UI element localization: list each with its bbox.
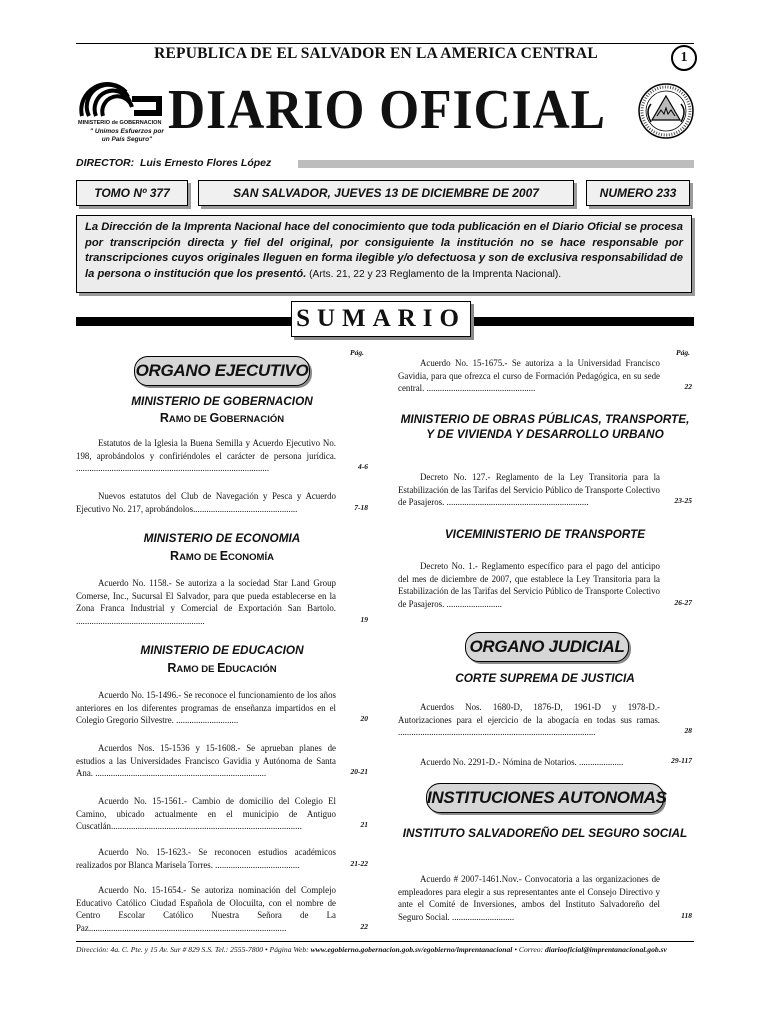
director-name: Luis Ernesto Flores López xyxy=(139,157,272,169)
organo-ejecutivo-heading: ORGANO EJECUTIVO xyxy=(134,356,310,386)
footer-dir-label: Dirección: xyxy=(76,945,111,954)
sumario-entry xyxy=(398,755,692,769)
footer-rule xyxy=(76,941,694,942)
ramo-eco-cap: R xyxy=(170,549,180,563)
pag-label-right: Pág. xyxy=(676,348,690,357)
sumario-entry xyxy=(398,357,692,395)
ramo-edu-sc: AMO DE xyxy=(176,664,218,675)
entry-text: Acuerdo # 2007-1461.Nov.- Convocatoria a las organizaciones de empleadores para elegir a sus representantes ante el Consejo Directivo y ante el Comité de Inversiones, ambos del Instituto Salvadoreño del Seguro Social. ............................ xyxy=(398,874,660,923)
ramo-gob-cap: R xyxy=(159,411,169,425)
logo-slogan xyxy=(90,128,164,144)
sumario-entry xyxy=(398,560,692,611)
entry-page: 22 xyxy=(684,382,692,392)
ramo-educacion-heading xyxy=(76,661,368,675)
entry-text: Acuerdo No. 15-1675.- Se autoriza a la Universidad Francisco Gavidia, para que ofrezca el curso de Formación Pedagógica, en su sede central. ................................................. xyxy=(398,358,660,394)
entry-page: 28 xyxy=(684,726,692,736)
tomo-box: TOMO Nº 377 xyxy=(76,180,188,206)
diario-oficial-title: DIARIO OFICIAL xyxy=(168,79,606,141)
sumario-entry xyxy=(76,689,368,727)
notice-reference: (Arts. 21, 22 y 23 Reglamento de la Imprenta Nacional). xyxy=(306,268,562,280)
corte-suprema-heading: CORTE SUPREMA DE JUSTICIA xyxy=(455,671,635,685)
imprenta-notice xyxy=(76,215,692,293)
director-line xyxy=(76,157,271,169)
footer-web-link[interactable]: www.egobierno.gobernacion.gob.sv/egobierno/imprentanacional xyxy=(310,945,513,954)
entry-page: 4-6 xyxy=(358,462,368,472)
ramo-economia-heading xyxy=(76,549,368,563)
entry-text: Acuerdos Nos. 15-1536 y 15-1608.- Se aprueban planes de estudios a las Universidades Francisco Gavidia y Autónoma de Santa Ana. ............................................................................. xyxy=(76,743,336,779)
coat-of-arms-icon xyxy=(637,82,695,140)
director-label: DIRECTOR: xyxy=(76,157,135,169)
entry-text: Decreto No. 127.- Reglamento de la Ley Transitoria para la Estabilización de las Tarifas del Servicio Público de Transporte Colectivo de Pasajeros. ................................................................ xyxy=(398,472,660,508)
ministerio-logo-icon xyxy=(76,82,166,118)
footer-address: 4a. C. Pte. y 15 Av. Sur # 829 S.S. Tel.: 2555-7800 xyxy=(110,945,264,954)
sumario-entry xyxy=(76,742,368,780)
entry-page: 20-21 xyxy=(350,767,368,777)
entry-text: Acuerdos Nos. 1680-D, 1876-D, 1961-D y 1978-D.- Autorizaciones para el ejercicio de la abogacía en todas sus ramas. ......................................................................................... xyxy=(398,702,660,738)
ramo-eco-sc2: CONOMÍA xyxy=(228,552,274,563)
entry-text: Acuerdo No. 15-1623.- Se reconocen estudios académicos realizados por Blanca Marisela Torres. ...................................... xyxy=(76,847,336,870)
entry-text: Nuevos estatutos del Club de Navegación y Pesca y Acuerdo Ejecutivo No. 217, aprobándolos............................................... xyxy=(76,491,336,514)
ramo-edu-cap2: E xyxy=(217,661,226,675)
ramo-eco-sc: AMO DE xyxy=(179,552,220,563)
sumario-entry xyxy=(76,884,368,935)
entry-page: 19 xyxy=(360,615,368,625)
logo-slogan-line2: un País Seguro" xyxy=(101,136,153,143)
entry-text: Acuerdo No. 2291-D.- Nómina de Notarios. .................... xyxy=(420,757,624,767)
footer xyxy=(76,945,694,954)
entry-page: 21-22 xyxy=(350,858,368,868)
logo-ministerio-text: MINISTERIO de GOBERNACION xyxy=(78,120,162,126)
ramo-gobernacion-heading xyxy=(76,411,368,425)
sumario-entry xyxy=(76,437,368,475)
sumario-entry xyxy=(398,873,692,924)
ramo-eco-cap2: E xyxy=(219,549,229,563)
issue-info-bar xyxy=(76,180,694,208)
entry-text: Acuerdo No. 15-1496.- Se reconoce el funcionamiento de los años anteriores en los diferentes programas de enseñanza impartidos en el Colegio Gregorio Silvestre. ............................ xyxy=(76,690,336,726)
sumario-entry xyxy=(76,577,368,628)
numero-box: NUMERO 233 xyxy=(586,180,690,206)
page-number: 1 xyxy=(671,45,697,71)
entry-page: 26-27 xyxy=(674,598,692,608)
footer-web-label: • Página Web: xyxy=(263,945,311,954)
ministerio-economia-heading: MINISTERIO DE ECONOMIA xyxy=(143,531,301,545)
ministerio-educacion-heading: MINISTERIO DE EDUCACION xyxy=(140,643,304,657)
sumario-entry xyxy=(76,490,368,515)
ramo-gob-sc: AMO DE xyxy=(168,414,210,425)
ramo-gob-sc2: OBERNACIÓN xyxy=(219,414,285,425)
footer-email-link[interactable]: diariooficial@imprentanacional.gob.sv xyxy=(544,945,667,954)
organo-judicial-heading: ORGANO JUDICIAL xyxy=(465,632,629,662)
ministerio-logo xyxy=(76,82,166,152)
pag-label-left: Pág. xyxy=(350,348,364,357)
top-rule xyxy=(76,43,694,44)
entry-text: Acuerdo No. 1158.- Se autoriza a la sociedad Star Land Group Comerse, Inc., Sucursal El Salvador, para que pueda establecerse en la Zona Franca Industrial y Comercial de Exportación San Bartolo. .......................................................... xyxy=(76,578,336,627)
sumario-entry xyxy=(398,701,692,739)
entry-text: Decreto No. 1.- Reglamento específico para el pago del anticipo del mes de diciembre de 2007, que establece la Ley Transitoria para la Estabilización de las Tarifas del Servicio Público de Transporte Colectivo de Pasajeros. ......................... xyxy=(398,561,660,610)
sumario-entry xyxy=(76,846,368,871)
coat-of-arms-seal xyxy=(637,82,695,140)
ramo-gob-cap2: G xyxy=(209,411,220,425)
entry-page: 7-18 xyxy=(354,502,368,512)
republica-header: REPUBLICA DE EL SALVADOR EN LA AMERICA CENTRAL xyxy=(154,45,598,62)
sumario-entry xyxy=(398,471,692,509)
sumario-heading: SUMARIO xyxy=(291,301,471,337)
date-box: SAN SALVADOR, JUEVES 13 DE DICIEMBRE DE 2007 xyxy=(198,180,574,206)
ministerio-obras-publicas-heading: MINISTERIO DE OBRAS PÚBLICAS, TRANSPORTE, Y DE VIVIENDA Y DESARROLLO URBANO xyxy=(400,412,690,441)
director-rule xyxy=(298,160,694,168)
notice-text: La Dirección de la Imprenta Nacional hace del conocimiento que toda publicación en el Diario Oficial se procesa por transcripción directa y fiel del original, por consiguiente la institución no se hace responsable por transcripciones cuyos originales lleguen en forma ilegible y/o defectuosa y son de exclusiva responsabilidad de la persona o institución que los presentó. xyxy=(85,221,683,280)
entry-text: Acuerdo No. 15-1654.- Se autoriza nominación del Complejo Educativo Católico Ciudad Española de Olocuilta, con el nombre de Centro Escolar Católico Nuestra Señora de La Paz......................................................................................... xyxy=(76,885,336,934)
ramo-edu-cap: R xyxy=(167,661,177,675)
entry-page: 118 xyxy=(681,911,692,921)
entry-page: 23-25 xyxy=(674,496,692,506)
ramo-edu-sc2: DUCACIÓN xyxy=(225,664,277,675)
sumario-entry xyxy=(76,795,368,833)
entry-text: Acuerdo No. 15-1561.- Cambio de domicilio del Colegio El Camino, ubicado actualmente en el municipio de Antiguo Cuscatlán...................................................................................... xyxy=(76,796,336,832)
entry-page: 21 xyxy=(360,820,368,830)
entry-page: 29-117 xyxy=(671,756,692,765)
viceministerio-transporte-heading: VICEMINISTERIO DE TRANSPORTE xyxy=(444,527,646,541)
footer-mail-label: • Correo: xyxy=(512,945,545,954)
entry-text: Estatutos de la Iglesia la Buena Semilla y Acuerdo Ejecutivo No. 198, aprobándolos y confiriéndoles el carácter de persona jurídica. ....................................................................................... xyxy=(76,438,336,474)
instituciones-autonomas-heading: INSTITUCIONES AUTONOMAS xyxy=(426,783,664,813)
ministerio-gobernacion-heading: MINISTERIO DE GOBERNACION xyxy=(131,394,313,408)
isss-heading: INSTITUTO SALVADOREÑO DEL SEGURO SOCIAL xyxy=(402,826,688,840)
entry-page: 22 xyxy=(360,922,368,932)
entry-page: 20 xyxy=(360,714,368,724)
logo-slogan-line1: " Unimos Esfuerzos por xyxy=(90,128,164,135)
